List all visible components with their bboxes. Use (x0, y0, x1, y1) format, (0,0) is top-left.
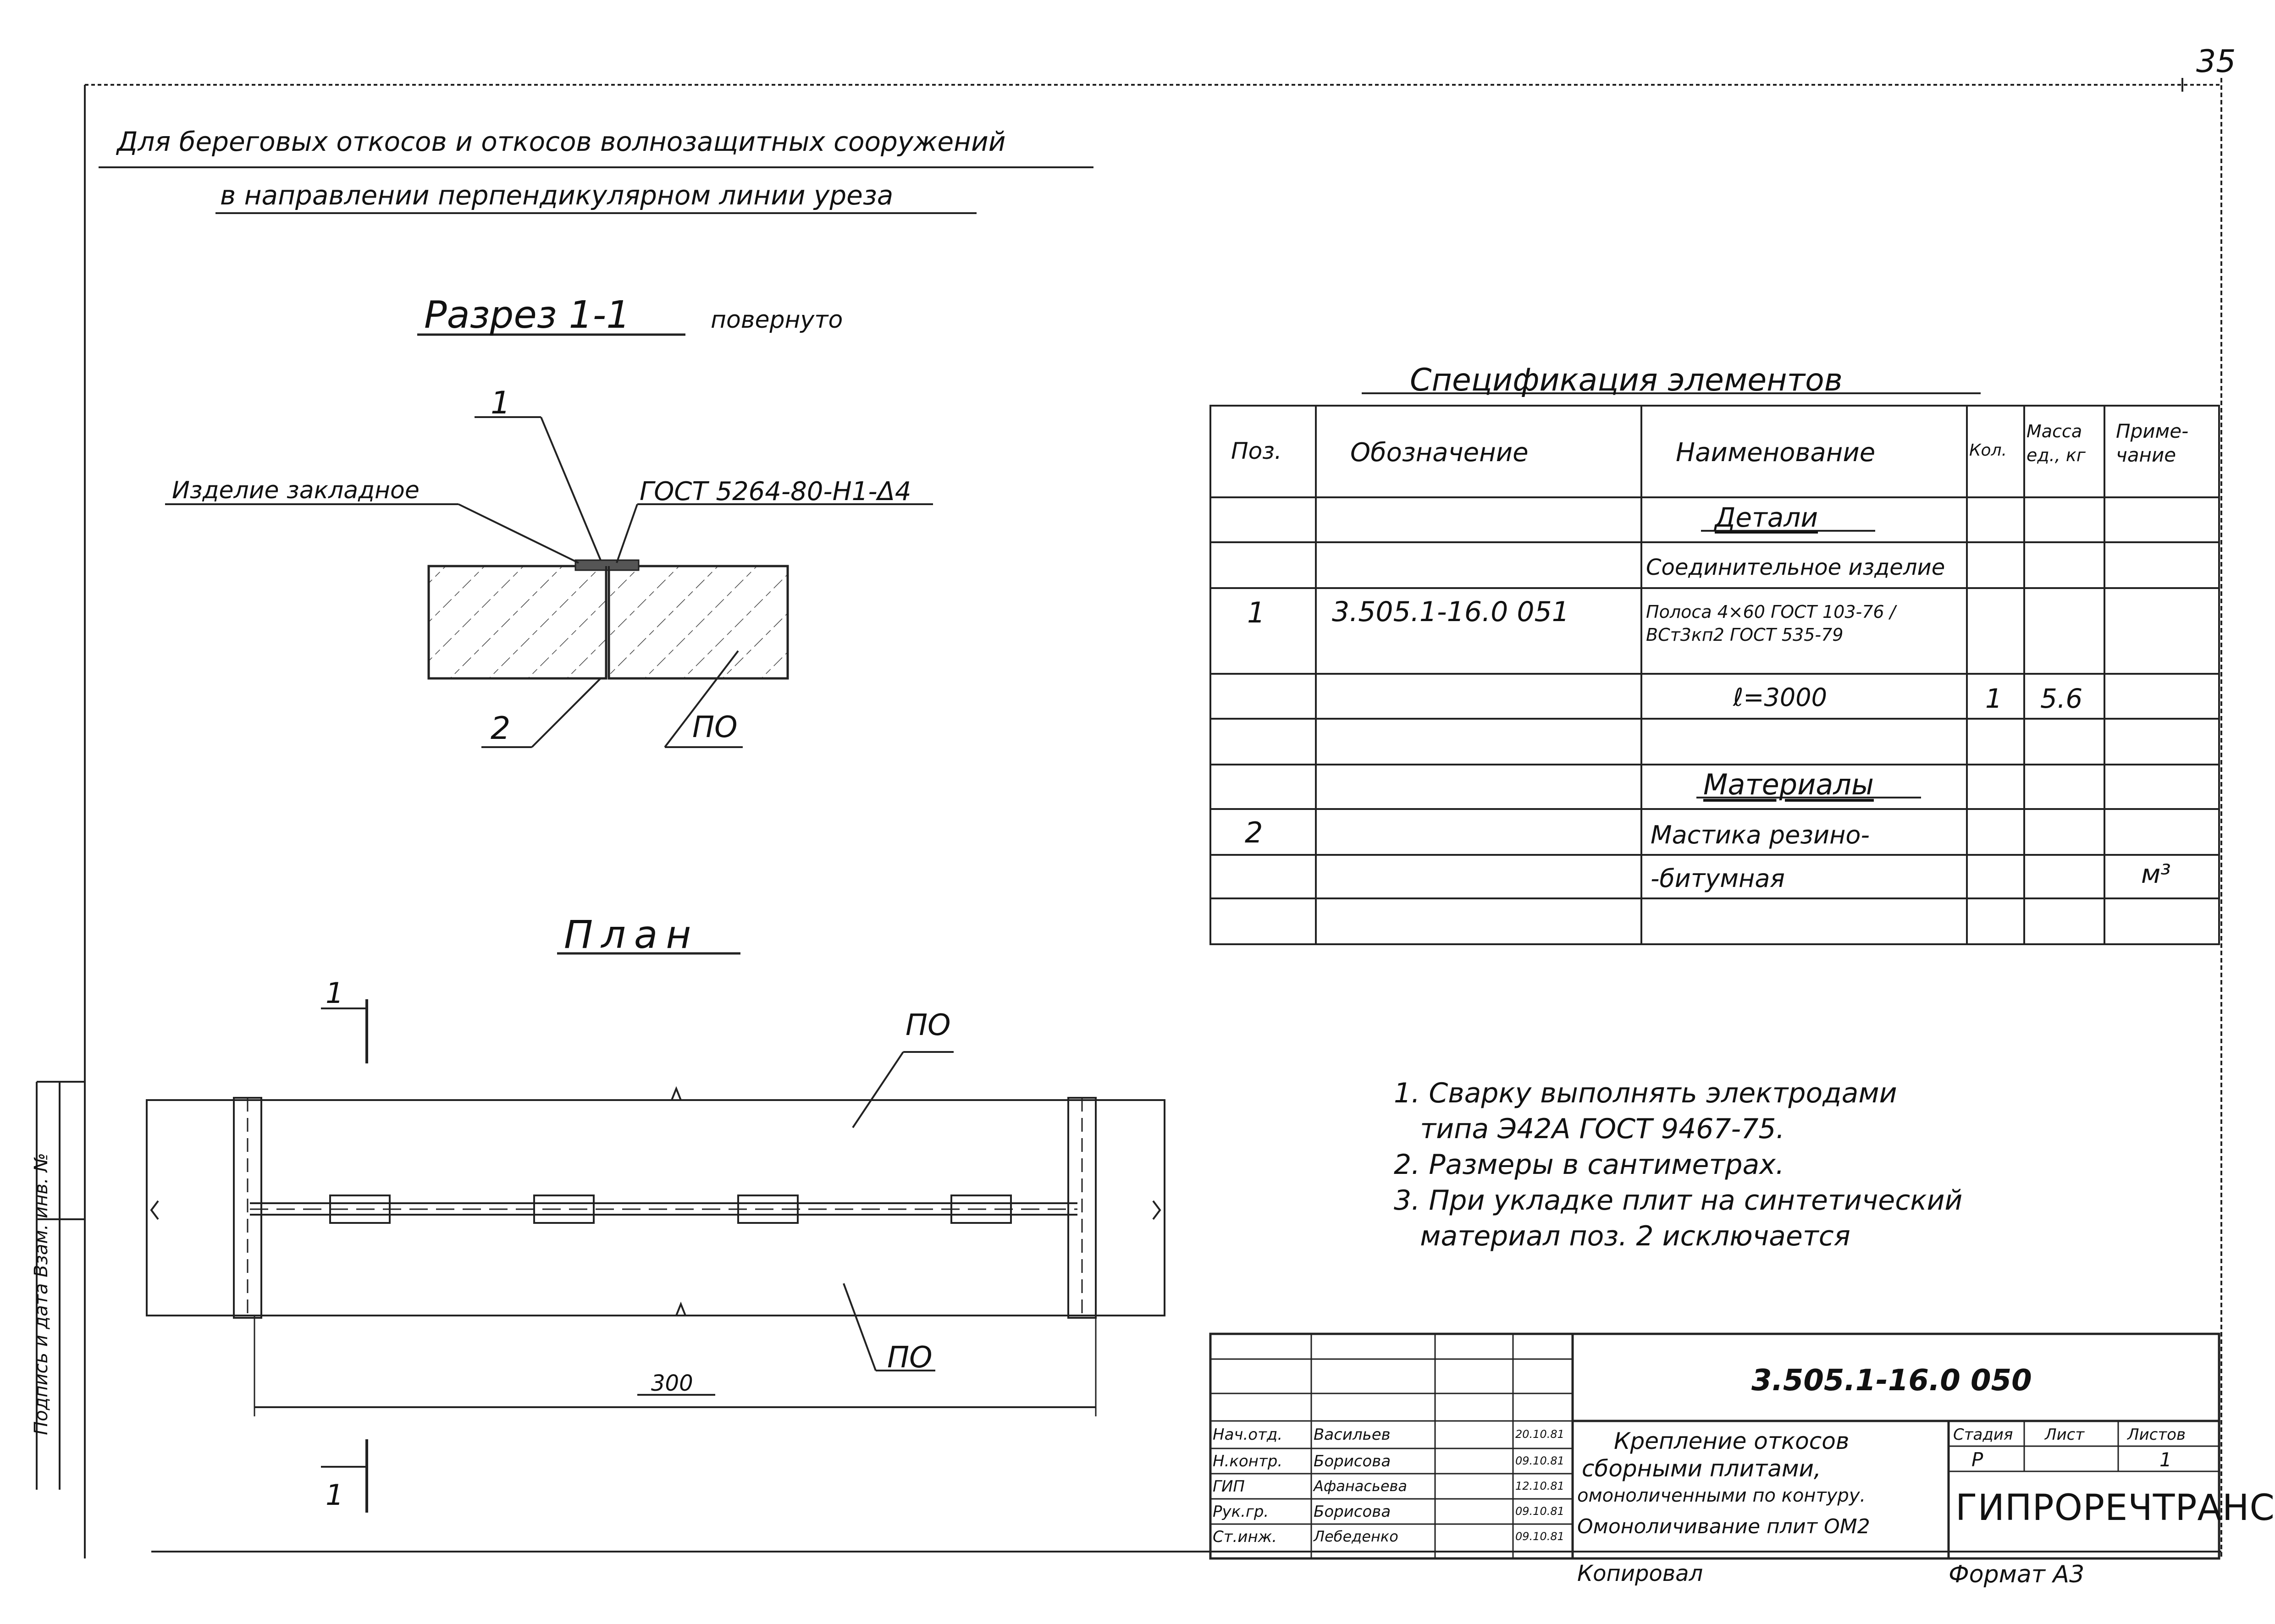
spec-header-name: Наименование (1676, 438, 1876, 468)
plan-drawing (147, 953, 1165, 1513)
tb-role: Ст.инж. (1213, 1528, 1277, 1546)
tb-date: 09.10.81 (1515, 1454, 1564, 1467)
header-line-1: Для береговых откосов и откосов волнозащитных сооружений (117, 126, 1006, 157)
tb-date: 09.10.81 (1515, 1505, 1564, 1518)
section-callout-1: 1 (491, 385, 511, 421)
side-stamp: Подпись и дата Взам. инв. № (31, 1153, 52, 1435)
note-line: типа Э42А ГОСТ 9467-75. (1394, 1113, 1785, 1145)
spec-row-note: м³ (2141, 859, 2171, 889)
title-block-description-line: сборными плитами, (1582, 1455, 1821, 1482)
note-line: 3. При укладке плит на синтетический (1394, 1184, 1963, 1217)
spec-row-name: -битумная (1651, 864, 1785, 893)
tb-name: Афанасьева (1314, 1477, 1407, 1495)
plan-cut-mark-bottom: 1 (326, 1478, 344, 1512)
spec-row-name: Полоса 4×60 ГОСТ 103-76 / ВСт3кп2 ГОСТ 535-79 (1646, 602, 1896, 645)
spec-table-grid (1210, 393, 2219, 944)
plan-label-po-top: ПО (906, 1008, 951, 1042)
tb-role: ГИП (1213, 1477, 1245, 1496)
sheet-header: Лист (2045, 1426, 2085, 1444)
page-number: 35 (2196, 44, 2236, 80)
spec-row-name: Детали (1715, 502, 1818, 533)
plan-label-po-bottom: ПО (887, 1341, 933, 1375)
section-callout-2: 2 (491, 710, 511, 747)
tb-role: Н.контр. (1213, 1452, 1283, 1470)
title-block-description-line: Омоноличивание плит ОМ2 (1577, 1515, 1870, 1538)
spec-title: Спецификация элементов (1410, 362, 1843, 398)
label-embedded-part: Изделие закладное (172, 477, 420, 504)
spec-header-designation: Обозначение (1350, 438, 1529, 468)
tb-name: Васильев (1314, 1426, 1391, 1444)
tb-name: Борисова (1314, 1503, 1391, 1521)
spec-row-mass: 5.6 (2040, 683, 2083, 714)
tb-name: Лебеденко (1314, 1528, 1398, 1545)
spec-row-name: Соединительное изделие (1646, 555, 1945, 580)
spec-header-qty: Кол. (1969, 441, 2007, 460)
label-gost-weld: ГОСТ 5264-80-Н1-Δ4 (640, 477, 911, 506)
stage-header: Стадия (1953, 1426, 2013, 1444)
plan-cut-mark-top: 1 (326, 976, 344, 1010)
spec-row-designation: 3.505.1-16.0 051 (1332, 596, 1569, 628)
section-label-po: ПО (692, 710, 738, 744)
tb-date: 12.10.81 (1515, 1480, 1564, 1492)
spec-row-name: ℓ=3000 (1733, 683, 1827, 712)
tb-date: 09.10.81 (1515, 1530, 1564, 1543)
section-note: повернуто (711, 306, 843, 334)
sheets-header: Листов (2127, 1426, 2186, 1444)
title-block-code: 3.505.1-16.0 050 (1751, 1364, 2032, 1398)
note-line: материал поз. 2 исключается (1394, 1220, 1850, 1252)
stage-value: Р (1971, 1448, 1983, 1471)
spec-row-pos: 2 (1245, 816, 1263, 849)
note-line: 2. Размеры в сантиметрах. (1394, 1149, 1784, 1181)
footer-format: Формат А3 (1949, 1561, 2085, 1588)
title-block-description-line: омоноличенными по контуру. (1577, 1485, 1866, 1506)
spec-row-qty: 1 (1985, 683, 2002, 714)
tb-role: Нач.отд. (1213, 1426, 1283, 1444)
spec-header-pos: Поз. (1231, 438, 1282, 464)
organization-name: ГИПРОРЕЧТРАНС (1955, 1487, 2275, 1529)
header-line-2: в направлении перпендикулярном линии уреза (220, 180, 894, 211)
plan-title: План (564, 912, 700, 957)
note-line: 1. Сварку выполнять электродами (1394, 1077, 1897, 1109)
footer-copied: Копировал (1577, 1561, 1703, 1586)
tb-name: Борисова (1314, 1452, 1391, 1470)
tb-role: Рук.гр. (1213, 1503, 1269, 1521)
sheets-value: 1 (2159, 1448, 2172, 1471)
title-block-description-line: Крепление откосов (1614, 1428, 1850, 1454)
spec-row-pos: 1 (1247, 596, 1265, 629)
tb-date: 20.10.81 (1515, 1428, 1564, 1441)
spec-header-mass: Масса ед., кг (2027, 421, 2086, 465)
spec-row-name: Материалы (1703, 768, 1874, 801)
spec-row-name: Мастика резино- (1651, 820, 1870, 849)
section-1-1-drawing (165, 335, 933, 747)
spec-header-note: Приме- чание (2116, 420, 2189, 466)
plan-dimension: 300 (651, 1371, 693, 1396)
section-title: Разрез 1-1 (424, 293, 630, 337)
